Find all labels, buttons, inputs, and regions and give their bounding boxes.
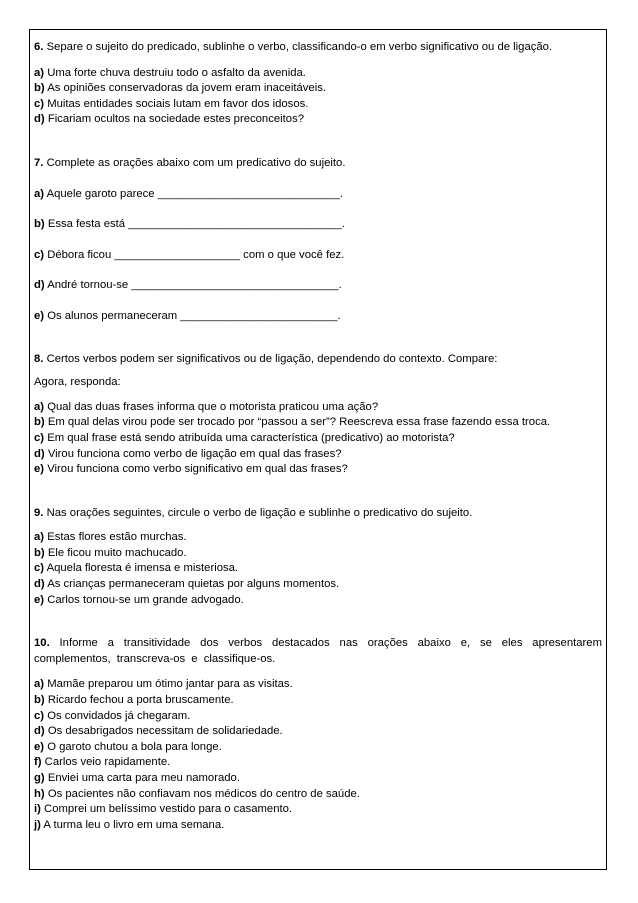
question-10-statement — [34, 636, 602, 667]
question-7-number: 7. — [34, 156, 44, 169]
question-8-item-e: e) Virou funciona como verbo significativo em qual das frases? — [34, 463, 348, 476]
question-7-text: Complete as orações abaixo com um predicativo do sujeito. — [46, 156, 346, 169]
question-6-item-a: a) Uma forte chuva destruiu todo o asfalto da avenida. — [34, 66, 306, 79]
question-7 — [34, 156, 602, 325]
question-6 — [34, 40, 602, 128]
worksheet-content — [34, 40, 602, 833]
question-8-item-c: c) Em qual frase está sendo atribuída uma característica (predicativo) ao motorista? — [34, 431, 455, 444]
question-9-item-e: e) Carlos tornou-se um grande advogado. — [34, 593, 244, 606]
question-10-item-e: e) O garoto chutou a bola para longe. — [34, 740, 222, 753]
question-9-item-a: a) Estas flores estão murchas. — [34, 531, 187, 544]
question-10-item-a: a) Mamãe preparou um ótimo jantar para as visitas. — [34, 678, 293, 691]
question-9 — [34, 506, 602, 609]
question-7-item-e: e) Os alunos permaneceram _________________________. — [34, 309, 341, 322]
question-7-item-d: d) André tornou-se _________________________________. — [34, 279, 342, 292]
question-10-item-h: h) Os pacientes não confiavam nos médicos do centro de saúde. — [34, 787, 360, 800]
question-10-number: 10. — [34, 637, 50, 650]
question-9-item-c: c) Aquela floresta é imensa e misteriosa. — [34, 562, 239, 575]
question-10-item-d: d) Os desabrigados necessitam de solidariedade. — [34, 725, 283, 738]
question-10-item-g: g) Enviei uma carta para meu namorado. — [34, 772, 240, 784]
question-10 — [34, 636, 602, 833]
question-7-statement — [34, 156, 602, 172]
question-6-item-c: c) Muitas entidades sociais lutam em favor dos idosos. — [34, 97, 309, 110]
question-9-statement — [34, 506, 602, 522]
question-7-item-c: c) Débora ficou ____________________ com o que você fez. — [34, 248, 345, 261]
question-10-item-f: f) Carlos veio rapidamente. — [34, 756, 171, 769]
question-6-statement — [34, 40, 602, 56]
question-8 — [34, 352, 602, 478]
question-6-text: Separe o sujeito do predicado, sublinhe o verbo, classificando-o em verbo significativo ou de ligação. — [46, 41, 553, 53]
question-8-item-d: d) Virou funciona como verbo de ligação em qual das frases? — [34, 447, 342, 460]
question-10-item-c: c) Os convidados já chegaram. — [34, 709, 191, 722]
question-8-subtitle: Agora, responda: — [34, 376, 121, 389]
question-9-item-d: d) As crianças permaneceram quietas por alguns momentos. — [34, 578, 340, 591]
question-9-number: 9. — [34, 506, 44, 519]
question-10-item-j: j) A turma leu o livro em uma semana. — [34, 818, 225, 831]
question-10-item-b: b) Ricardo fechou a porta bruscamente. — [34, 694, 234, 707]
question-9-item-b: b) Ele ficou muito machucado. — [34, 546, 187, 559]
question-7-item-b: b) Essa festa está __________________________________. — [34, 218, 345, 231]
question-7-item-a: a) Aquele garoto parece _____________________________. — [34, 187, 344, 200]
question-8-item-a: a) Qual das duas frases informa que o motorista praticou uma ação? — [34, 400, 379, 413]
question-8-item-b: b) Em qual delas virou pode ser trocado por “passou a ser”? Reescreva essa frase fazendo essa troca. — [34, 416, 551, 429]
question-8-statement — [34, 352, 602, 368]
question-8-text: Certos verbos podem ser significativos ou de ligação, dependendo do contexto. Compare: — [46, 352, 498, 365]
question-10-text: Informe a transitividade dos verbos destacados nas orações abaixo e, se eles apresentarem complementos, transcreva-os e classifique-os. — [34, 637, 602, 665]
question-6-item-d: d) Ficariam ocultos na sociedade estes preconceitos? — [34, 113, 305, 126]
question-6-item-b: b) As opiniões conservadoras da jovem eram inaceitáveis. — [34, 82, 326, 95]
question-8-number: 8. — [34, 352, 44, 365]
question-9-text: Nas orações seguintes, circule o verbo de ligação e sublinhe o predicativo do sujeito. — [46, 506, 473, 519]
question-10-item-i: i) Comprei um belíssimo vestido para o casamento. — [34, 803, 293, 816]
question-6-number: 6. — [34, 41, 44, 53]
